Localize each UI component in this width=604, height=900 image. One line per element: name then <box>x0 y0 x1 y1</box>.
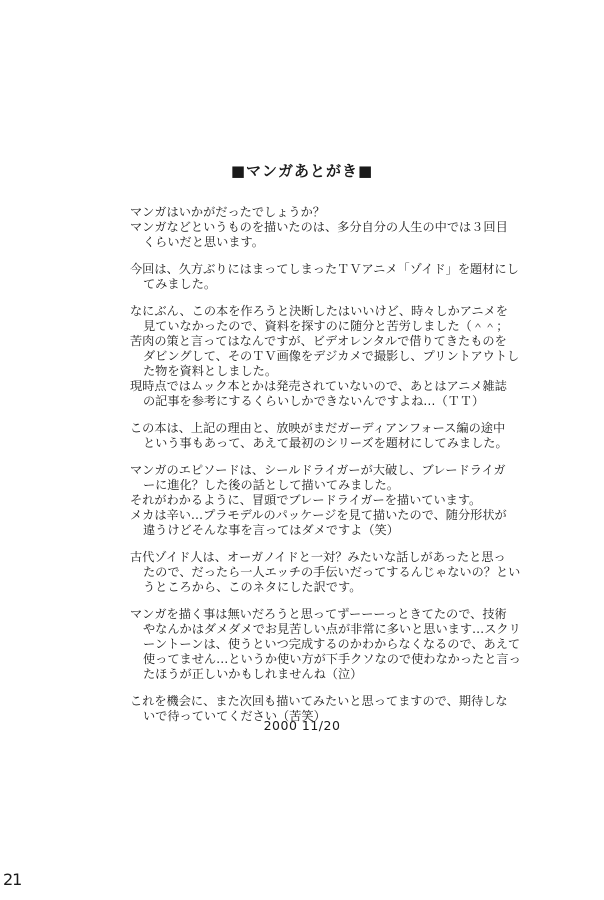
text-line: メカは辛い…プラモデルのパッケージを見て描いたので、随分形状が <box>130 508 507 522</box>
paragraph <box>130 463 550 538</box>
text-line: 今回は、久方ぶりにはまってしまったＴＶアニメ「ゾイド」を題材にし <box>130 262 519 276</box>
text-line: 使ってません…というか使い方が下手クソなので使わなかったと言っ <box>143 652 521 666</box>
paragraph <box>130 205 550 250</box>
text-line: マンガのエピソードは、シールドライガーが大破し、ブレードライガ <box>130 463 506 477</box>
text-line: この本は、上記の理由と、放映がまだガーディアンフォース編の途中 <box>130 421 506 435</box>
text-line: ダビングして、そのＴＶ画像をデジカメで撮影し、プリントアウトし <box>143 349 520 363</box>
paragraph <box>130 304 550 409</box>
text-line: ーントーンは、使うといつ完成するのかわからなくなるので、あえて <box>143 637 521 651</box>
text-line: マンガを描く事は無いだろうと思ってずーーーっときてたので、技術 <box>130 607 507 621</box>
text-line: の記事を参考にするくらいしかできないんですよね…（ＴＴ） <box>143 394 485 408</box>
text-line: くらいだと思います。 <box>143 235 264 249</box>
text-line: 違うけどそんな事を言ってはダメですよ（笑） <box>143 523 399 537</box>
text-line: たので、だったら一人エッチの手伝いだってするんじゃないの？とい <box>143 565 521 579</box>
text-line: なにぶん、この本を作ろうと決断したはいいけど、時々しかアニメを <box>130 304 508 318</box>
paragraph <box>130 607 550 682</box>
text-line: 見ていなかったので、資料を探すのに随分と苦労しました（＾＾； <box>143 319 509 333</box>
text-line: てみました。 <box>143 277 217 291</box>
text-line: 古代ゾイド人は、オーガノイドと一対？みたいな話しがあったと思っ <box>130 550 506 564</box>
text-line: たほうが正しいかもしれませんね（泣） <box>143 667 363 681</box>
text-line: マンガなどというものを描いたのは、多分自分の人生の中では３回目 <box>130 220 508 234</box>
paragraph <box>130 262 550 292</box>
text-line: た物を資料としました。 <box>143 364 278 378</box>
paragraph <box>130 550 550 595</box>
text-line: それがわかるように、冒頭でブレードライガーを描いています。 <box>130 493 482 507</box>
text-line: やなんかはダメダメでお見苦しい点が非常に多いと思います…スクリ <box>143 622 521 636</box>
text-line: 苦肉の策と言ってはなんですが、ビデオレンタルで借りてきたものを <box>130 334 507 348</box>
text-line: うところから、このネタにした訳です。 <box>143 580 362 594</box>
date-line: 2000 11/20 <box>263 718 341 733</box>
text-line: ーに進化？した後の話として描いてみました。 <box>143 478 399 492</box>
afterword-body <box>130 205 550 736</box>
text-line: これを機会に、また次回も描いてみたいと思ってますので、期待しな <box>130 694 508 708</box>
text-line: という事もあって、あえて最初のシリーズを題材にしてみました。 <box>143 436 508 450</box>
text-line: マンガはいかがだったでしょうか？ <box>130 205 325 219</box>
page-title: ■マンガあとがき■ <box>230 162 374 180</box>
paragraph <box>130 421 550 451</box>
text-line: 現時点ではムック本とかは発売されていないので、あとはアニメ雑誌 <box>130 379 507 393</box>
text-line: いで待っていてください（苦笑） <box>143 709 326 723</box>
page-number: 21 <box>3 870 22 889</box>
